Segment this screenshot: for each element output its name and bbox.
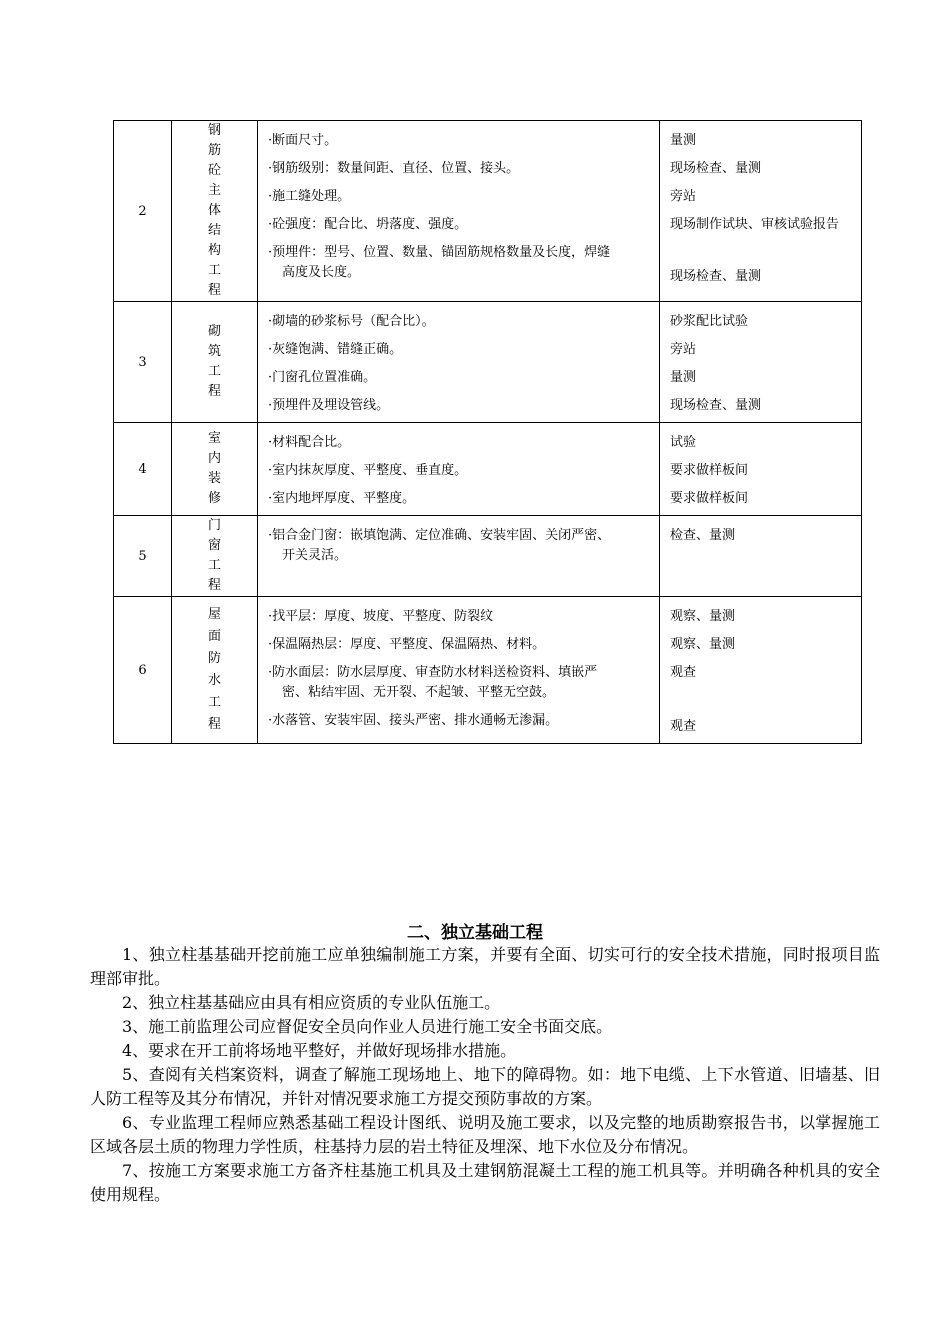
check-item: ·门窗孔位置准确。 xyxy=(268,370,377,385)
paragraph: 7、按施工方案要求施工方备齐柱基施工机具及土建钢筋混凝土工程的施工机具等。并明确各种机具的安全使用规程。 xyxy=(90,1161,880,1204)
row-number: 4 xyxy=(114,423,172,516)
method-item: 观查 xyxy=(670,719,697,734)
paragraph: 5、查阅有关档案资料，调查了解施工现场地上、地下的障碍物。如：地下电缆、上下水管道、旧墙基、旧人防工程等及其分布情况，并针对情况要求施工方提交预防事故的方案。 xyxy=(90,1065,880,1108)
method-item: 旁站 xyxy=(670,189,697,204)
method-item: 量测 xyxy=(670,133,697,148)
check-item: ·断面尺寸。 xyxy=(268,133,338,148)
method-item: 观察、量测 xyxy=(670,637,736,652)
method-item: 检查、量测 xyxy=(670,528,736,543)
row-category: 钢筋砼主体结构工程 xyxy=(207,123,221,298)
section-body xyxy=(90,943,880,1207)
method-item: 观察、量测 xyxy=(670,609,736,624)
check-item: ·材料配合比。 xyxy=(268,435,351,450)
check-item: ·预埋件及埋设管线。 xyxy=(268,398,390,413)
row-category: 屋面防水工程 xyxy=(207,607,221,732)
check-item: ·水落管、安装牢固、接头严密、排水通畅无渗漏。 xyxy=(268,713,559,728)
inspection-table xyxy=(113,120,862,744)
method-item: 量测 xyxy=(670,370,697,385)
row-category: 砌筑工程 xyxy=(207,324,221,399)
check-item: ·防水面层：防水层厚度、审查防水材料送检资料、填嵌严 xyxy=(268,665,598,680)
method-item: 旁站 xyxy=(670,342,697,357)
check-item: ·钢筋级别：数量间距、直径、位置、接头。 xyxy=(268,161,520,176)
check-item: ·灰缝饱满、错缝正确。 xyxy=(268,342,403,357)
paragraph: 3、施工前监理公司应督促安全员向作业人员进行施工安全书面交底。 xyxy=(122,1017,613,1036)
method-item: 要求做样板间 xyxy=(670,463,749,478)
method-item: 砂浆配比试验 xyxy=(670,314,749,329)
method-item: 现场检查、量测 xyxy=(670,398,762,413)
check-item: ·砼强度：配合比、坍落度、强度。 xyxy=(268,217,468,232)
paragraph: 2、独立柱基基础应由具有相应资质的专业队伍施工。 xyxy=(122,993,501,1012)
row-category: 室内装修 xyxy=(207,431,221,506)
method-item: 观查 xyxy=(670,665,697,680)
check-item-continued: 高度及长度。 xyxy=(282,265,361,280)
row-number: 5 xyxy=(114,516,172,597)
check-item: ·铝合金门窗：嵌填饱满、定位准确、安装牢固、关闭严密、 xyxy=(268,528,611,543)
check-item-continued: 开关灵活。 xyxy=(282,548,348,563)
check-item: ·预埋件：型号、位置、数量、锚固筋规格数量及长度，焊缝 xyxy=(268,245,611,260)
method-item: 现场检查、量测 xyxy=(670,161,762,176)
check-item: ·施工缝处理。 xyxy=(268,189,351,204)
paragraph: 1、独立柱基基础开挖前施工应单独编制施工方案，并要有全面、切实可行的安全技术措施，同时报项目监理部审批。 xyxy=(90,945,880,988)
row-number: 2 xyxy=(114,121,172,302)
table-row xyxy=(114,597,862,744)
paragraph: 6、专业监理工程师应熟悉基础工程设计图纸、说明及施工要求，以及完整的地质勘察报告书，以掌握施工区域各层土质的物理力学性质，柱基持力层的岩土特征及埋深、地下水位及分布情况。 xyxy=(90,1113,880,1156)
method-item: 要求做样板间 xyxy=(670,491,749,506)
method-item: 现场制作试块、审核试验报告 xyxy=(670,217,840,232)
section-title: 二、独立基础工程 xyxy=(407,923,543,943)
row-number: 6 xyxy=(114,597,172,744)
table-row xyxy=(114,121,862,302)
method-item: 试验 xyxy=(670,435,697,450)
table-row xyxy=(114,423,862,516)
paragraph: 4、要求在开工前将场地平整好，并做好现场排水措施。 xyxy=(122,1041,517,1060)
method-item: 现场检查、量测 xyxy=(670,269,762,284)
method-item xyxy=(670,687,853,713)
check-item: ·室内地坪厚度、平整度。 xyxy=(268,491,416,506)
row-number: 3 xyxy=(114,302,172,423)
table-row xyxy=(114,516,862,597)
check-item: ·砌墙的砂浆标号（配合比）。 xyxy=(268,314,435,329)
check-item: ·保温隔热层：厚度、平整度、保温隔热、材料。 xyxy=(268,637,546,652)
check-item: ·室内抹灰厚度、平整度、垂直度。 xyxy=(268,463,468,478)
table-row xyxy=(114,302,862,423)
check-item: ·找平层：厚度、坡度、平整度、防裂纹 xyxy=(268,609,494,624)
check-item-continued: 密、粘结牢固、无开裂、不起皱、平整无空鼓。 xyxy=(282,685,556,700)
row-category: 门窗工程 xyxy=(207,518,221,593)
